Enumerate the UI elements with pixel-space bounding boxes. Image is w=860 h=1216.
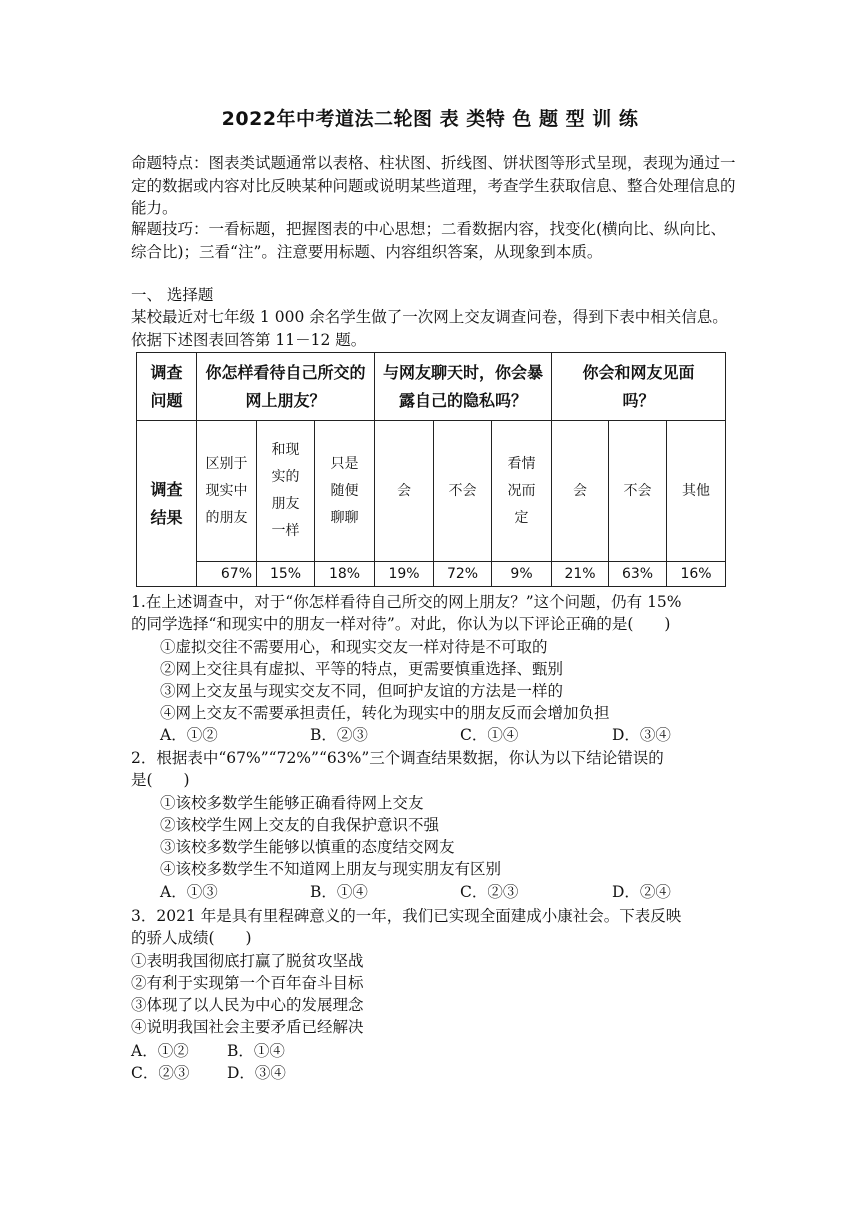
option-cell: 其他	[667, 421, 726, 562]
q3-choice-a: A．①②	[131, 1042, 189, 1060]
q3-stem-line: 的骄人成绩( )	[131, 929, 252, 947]
question-header-1: 你怎样看待自己所交的网上朋友？	[197, 353, 375, 421]
option-cell: 不会	[609, 421, 667, 562]
q3-choice-d: D．③④	[227, 1064, 286, 1082]
q3-choices-row-1	[131, 1040, 285, 1062]
percent-cell: 63%	[609, 562, 667, 587]
percent-cell: 9%	[492, 562, 552, 587]
row-head-question: 调查问题	[137, 353, 197, 421]
q2-item: ②该校学生网上交友的自我保护意识不强	[160, 816, 440, 834]
percent-cell: 67%	[197, 562, 257, 587]
q3-choice-c: C．②③	[131, 1064, 190, 1082]
q2-stem-line: 是( )	[131, 771, 190, 789]
q1-choice-b: B．②③	[310, 726, 368, 744]
question-header-2: 与网友聊天时，你会暴露自己的隐私吗？	[375, 353, 552, 421]
row-head-result: 调查结果	[137, 421, 197, 587]
q3-choice-b: B．①④	[227, 1042, 285, 1060]
document-title: 2022年中考道法二轮图 表 类特 色 题 型 训 练	[221, 108, 639, 130]
survey-table	[136, 352, 726, 587]
option-cell: 看情况而定	[492, 421, 552, 562]
q1-item: ④网上交友不需要承担责任，转化为现实中的朋友反而会增加负担	[160, 704, 610, 722]
q1-stem-line: 的同学选择“和现实中的朋友一样对待”。对此，你认为以下评论正确的是( )	[131, 615, 671, 633]
q1-choices	[160, 724, 671, 746]
percent-cell: 16%	[667, 562, 726, 587]
q2-item: ④该校多数学生不知道网上朋友与现实朋友有区别	[160, 860, 502, 878]
q1-choice-c: C．①④	[460, 726, 519, 744]
percent-cell: 21%	[552, 562, 609, 587]
q3-item: ④说明我国社会主要矛盾已经解决	[131, 1018, 364, 1036]
q3-stem-line: 3．2021 年是具有里程碑意义的一年，我们已实现全面建成小康社会。下表反映	[131, 907, 682, 925]
q2-choice-d: D．②④	[612, 883, 671, 901]
section-heading-choice: 一、 选择题	[131, 286, 214, 304]
option-cell: 只是随便聊聊	[315, 421, 375, 562]
question-features-paragraph: 命题特点：图表类试题通常以表格、柱状图、折线图、饼状图等形式呈现，表现为通过一定的数据或内容对比反映某种问题或说明某些道理，考查学生获取信息、整合处理信息的能力。	[131, 154, 736, 217]
q1-item: ③网上交友虽与现实交友不同，但呵护友谊的方法是一样的	[160, 682, 564, 700]
option-cell: 会	[375, 421, 434, 562]
q1-item: ①虚拟交往不需要用心，和现实交友一样对待是不可取的	[160, 638, 548, 656]
question-header-3: 你会和网友见面吗？	[552, 353, 726, 421]
option-cell: 和现实的朋友一样	[257, 421, 315, 562]
option-cell: 会	[552, 421, 609, 562]
q2-stem-line: 2．根据表中“67%”“72%”“63%”三个调查结果数据，你认为以下结论错误的	[131, 749, 664, 767]
q3-item: ②有利于实现第一个百年奋斗目标	[131, 974, 364, 992]
q2-choices	[160, 881, 671, 903]
q3-item: ③体现了以人民为中心的发展理念	[131, 996, 364, 1014]
q1-choice-d: D．③④	[612, 726, 671, 744]
q2-choice-b: B．①④	[310, 883, 368, 901]
survey-context-paragraph: 某校最近对七年级 1 000 余名学生做了一次网上交友调查问卷，得到下表中相关信息。依据下述图表回答第 11－12 题。	[131, 308, 728, 349]
percent-cell: 18%	[315, 562, 375, 587]
q1-choice-a: A．①②	[160, 726, 218, 744]
percent-cell: 19%	[375, 562, 434, 587]
q1-item: ②网上交往具有虚拟、平等的特点，更需要慎重选择、甄别	[160, 660, 564, 678]
percent-cell: 72%	[434, 562, 492, 587]
solving-techniques-paragraph: 解题技巧：一看标题，把握图表的中心思想；二看数据内容，找变化(横向比、纵向比、综合比)；三看“注”。注意要用标题、内容组织答案，从现象到本质。	[131, 220, 727, 261]
percent-cell: 15%	[257, 562, 315, 587]
q2-item: ③该校多数学生能够以慎重的态度结交网友	[160, 838, 455, 856]
q3-choices-row-2	[131, 1062, 286, 1084]
option-cell: 不会	[434, 421, 492, 562]
q1-stem-line: 1.在上述调查中，对于“你怎样看待自己所交的网上朋友？”这个问题，仍有 15%	[131, 593, 682, 611]
q2-item: ①该校多数学生能够正确看待网上交友	[160, 794, 424, 812]
q2-choice-a: A．①③	[160, 883, 218, 901]
option-cell: 区别于现实中的朋友	[197, 421, 257, 562]
q3-item: ①表明我国彻底打赢了脱贫攻坚战	[131, 952, 364, 970]
q2-choice-c: C．②③	[460, 883, 519, 901]
